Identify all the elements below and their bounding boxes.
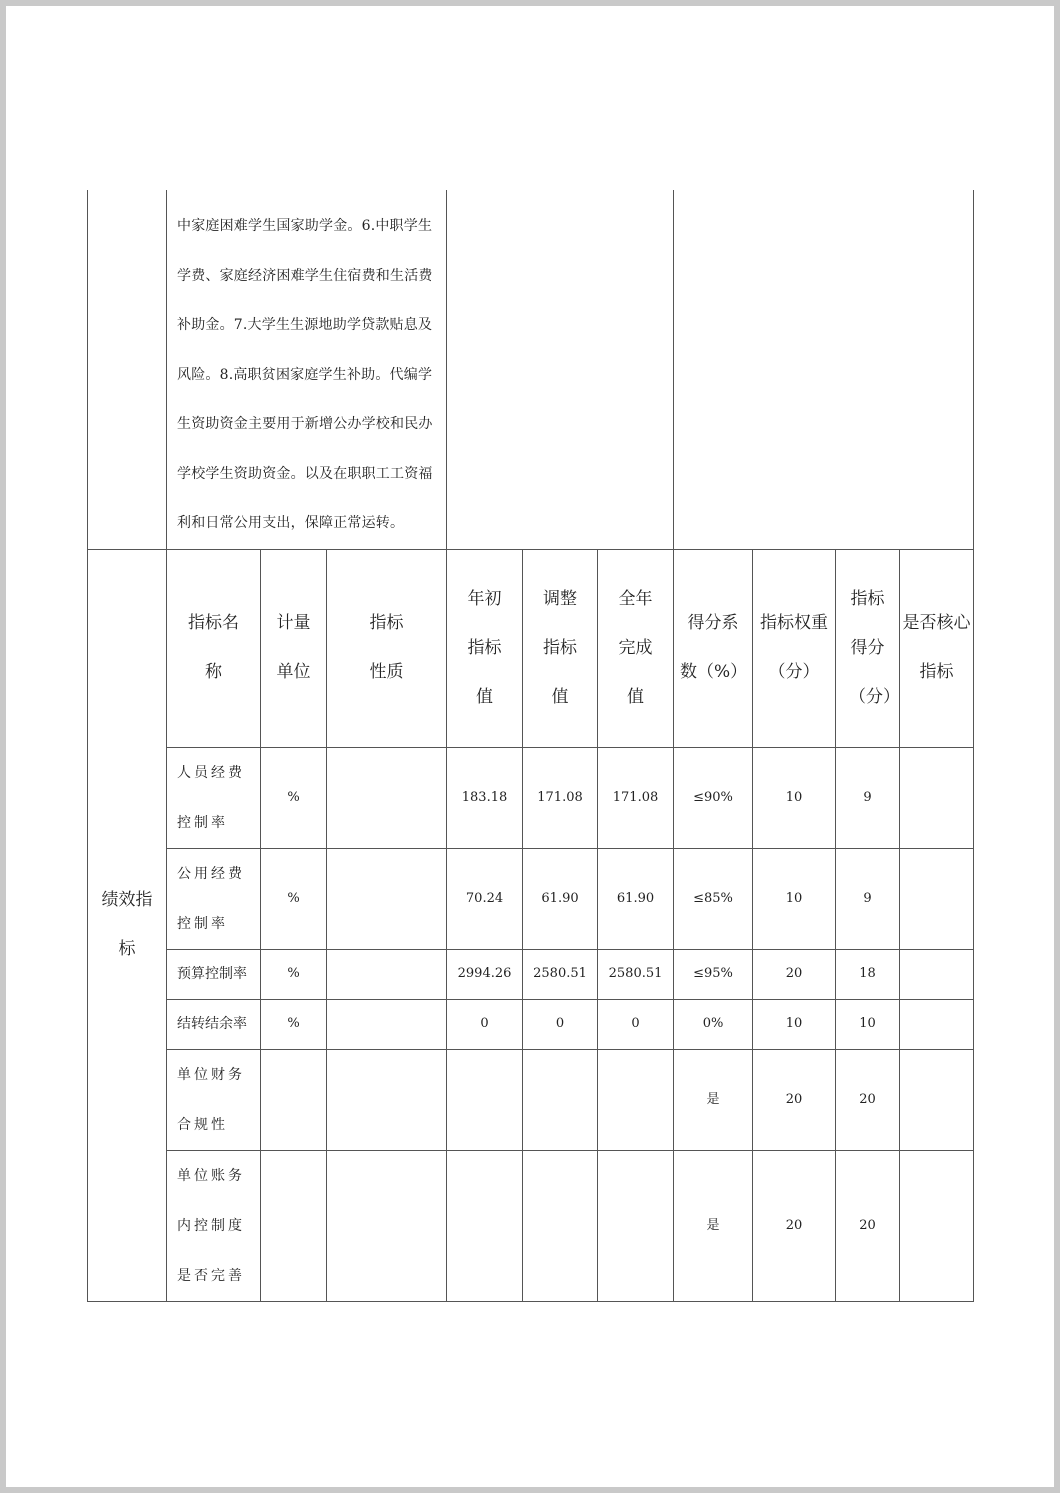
row-actual-value: 171.08: [598, 747, 674, 848]
description-blank-cell: [674, 190, 974, 549]
row-nature: [327, 848, 447, 949]
performance-table: [87, 190, 974, 1302]
row-initial-value: [447, 1049, 523, 1150]
row-indicator-name: 结转结余率: [167, 999, 261, 1049]
header-is-core: 是否核心指标: [900, 549, 974, 747]
row-indicator-name: 单位财务合规性: [167, 1049, 261, 1150]
row-indicator-name: 公用经费控制率: [167, 848, 261, 949]
header-nature: 指标性质: [327, 549, 447, 747]
row-score-coefficient: 是: [674, 1150, 753, 1301]
row-score: 9: [836, 747, 900, 848]
row-score: 9: [836, 848, 900, 949]
row-score-coefficient: ≤90%: [674, 747, 753, 848]
row-indicator-name: 人员经费控制率: [167, 747, 261, 848]
row-score-coefficient: ≤85%: [674, 848, 753, 949]
row-unit: %: [261, 949, 327, 999]
funding-description: 中家庭困难学生国家助学金。6.中职学生学费、家庭经济困难学生住宿费和生活费补助金。7.大学生生源地助学贷款贴息及风险。8.高职贫困家庭学生补助。代编学生资助资金主要用于新增公办学校和民办学校学生资助资金。以及在职职工工资福利和日常公用支出，保障正常运转。: [167, 190, 447, 549]
row-weight: 20: [753, 949, 836, 999]
row-unit: [261, 1049, 327, 1150]
row-nature: [327, 949, 447, 999]
document-page: [6, 6, 1054, 1487]
header-actual-value: 全年完成值: [598, 549, 674, 747]
row-initial-value: 70.24: [447, 848, 523, 949]
row-actual-value: 2580.51: [598, 949, 674, 999]
row-score-coefficient: 是: [674, 1049, 753, 1150]
header-indicator-weight: 指标权重（分）: [753, 549, 836, 747]
header-initial-value: 年初指标值: [447, 549, 523, 747]
row-initial-value: 183.18: [447, 747, 523, 848]
row-actual-value: [598, 1049, 674, 1150]
row-nature: [327, 999, 447, 1049]
row-actual-value: 61.90: [598, 848, 674, 949]
section-label-continuation: [88, 190, 167, 549]
row-nature: [327, 747, 447, 848]
header-indicator-name: 指标名称: [167, 549, 261, 747]
row-initial-value: 0: [447, 999, 523, 1049]
row-weight: 10: [753, 848, 836, 949]
row-nature: [327, 1049, 447, 1150]
row-indicator-name: 预算控制率: [167, 949, 261, 999]
row-is-core: [900, 999, 974, 1049]
row-nature: [327, 1150, 447, 1301]
row-score: 20: [836, 1049, 900, 1150]
row-is-core: [900, 848, 974, 949]
row-adjusted-value: [523, 1049, 598, 1150]
row-indicator-name: 单位账务内控制度是否完善: [167, 1150, 261, 1301]
row-score-coefficient: 0%: [674, 999, 753, 1049]
row-score-coefficient: ≤95%: [674, 949, 753, 999]
description-blank-cell: [447, 190, 674, 549]
row-is-core: [900, 1150, 974, 1301]
row-weight: 10: [753, 747, 836, 848]
section-label: 绩效指标: [88, 549, 167, 1301]
header-score-coefficient: 得分系数（%）: [674, 549, 753, 747]
row-score: 20: [836, 1150, 900, 1301]
row-is-core: [900, 747, 974, 848]
row-adjusted-value: 61.90: [523, 848, 598, 949]
row-score: 10: [836, 999, 900, 1049]
row-adjusted-value: 171.08: [523, 747, 598, 848]
row-unit: [261, 1150, 327, 1301]
header-unit: 计量单位: [261, 549, 327, 747]
row-actual-value: 0: [598, 999, 674, 1049]
row-score: 18: [836, 949, 900, 999]
row-is-core: [900, 1049, 974, 1150]
row-weight: 20: [753, 1150, 836, 1301]
row-is-core: [900, 949, 974, 999]
row-adjusted-value: 2580.51: [523, 949, 598, 999]
row-unit: %: [261, 747, 327, 848]
row-adjusted-value: 0: [523, 999, 598, 1049]
row-weight: 20: [753, 1049, 836, 1150]
row-weight: 10: [753, 999, 836, 1049]
row-initial-value: [447, 1150, 523, 1301]
header-adjusted-value: 调整指标值: [523, 549, 598, 747]
row-unit: %: [261, 848, 327, 949]
row-actual-value: [598, 1150, 674, 1301]
header-indicator-score: 指标得分（分）: [836, 549, 900, 747]
row-initial-value: 2994.26: [447, 949, 523, 999]
row-adjusted-value: [523, 1150, 598, 1301]
row-unit: %: [261, 999, 327, 1049]
